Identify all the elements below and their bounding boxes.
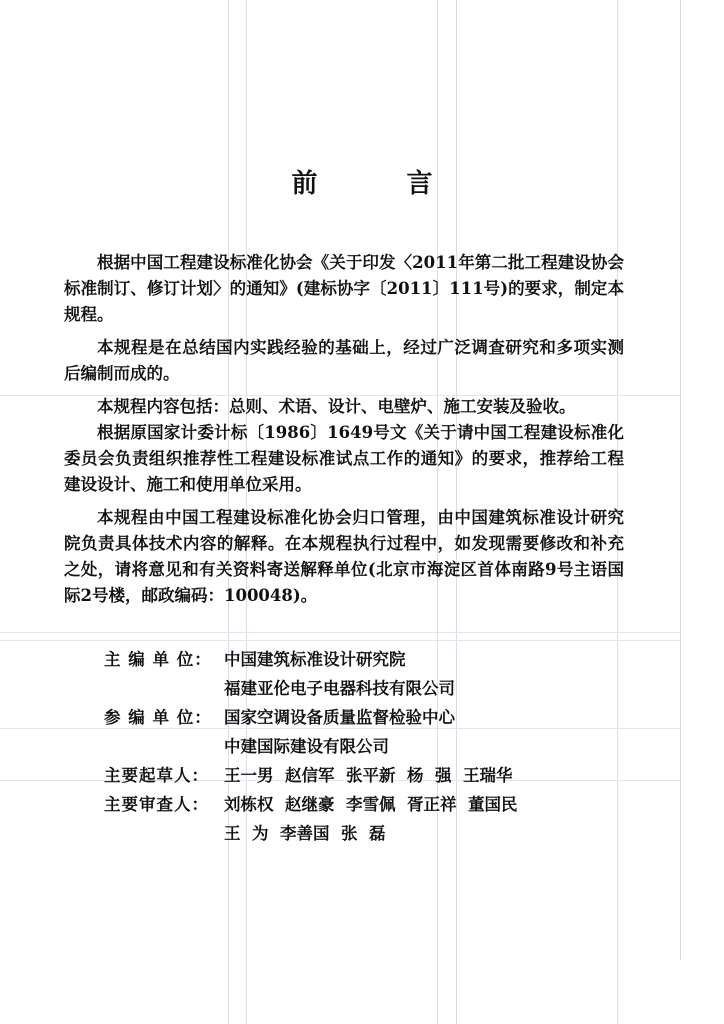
paragraph: 根据中国工程建设标准化协会《关于印发〈2011年第二批工程建设协会标准制订、修订计划〉的通知》(建标协字〔2011〕111号)的要求，制定本规程。 [64,253,624,324]
credit-row [104,645,624,674]
credits-list [104,645,624,848]
credit-row [104,674,624,703]
paragraph: 根据原国家计委计标〔1986〕1649号文《关于请中国工程建设标准化委员会负责组织推荐性工程建设标准试点工作的通知》的要求，推荐给工程建设设计、施工和使用单位采用。 [64,423,624,494]
credit-label: 参 编 单 位： [104,708,212,727]
credit-row [104,819,624,848]
credit-row [104,732,624,761]
paragraph: 本规程内容包括：总则、术语、设计、电壁炉、施工安装及验收。 [97,397,576,416]
paragraph: 本规程由中国工程建设标准化协会归口管理，由中国建筑标准设计研究院负责具体技术内容的解释。在本规程执行过程中，如发现需要修改和补充之处，请将意见和有关资料寄送解释单位(北京市海淀区首体南路9号主语国际2号楼，邮政编码：100048)。 [64,508,624,605]
credit-row [104,761,624,790]
credit-label: 主要审查人： [104,795,209,814]
credit-value: 王 为 李善国 张 磊 [224,824,386,843]
credit-label [104,819,224,848]
credit-label: 主 编 单 位： [104,650,212,669]
credit-value: 中建国际建设有限公司 [224,737,389,756]
credit-label [104,674,224,703]
credit-label [104,732,224,761]
credit-value: 福建亚伦电子电器科技有限公司 [224,679,455,698]
credit-value: 王一男 赵信军 张平新 杨 强 王瑞华 [224,766,513,785]
credit-label: 主要起草人： [104,766,209,785]
credit-value: 中国建筑标准设计研究院 [224,650,406,669]
credit-value: 刘栋权 赵继豪 李雪佩 胥正祥 董国民 [224,795,518,814]
page-title: 前 言 [291,169,473,199]
credit-row [104,703,624,732]
paragraph: 本规程是在总结国内实践经验的基础上，经过广泛调查研究和多项实测后编制而成的。 [64,338,624,383]
credit-value: 国家空调设备质量监督检验中心 [224,708,455,727]
credit-row [104,790,624,819]
